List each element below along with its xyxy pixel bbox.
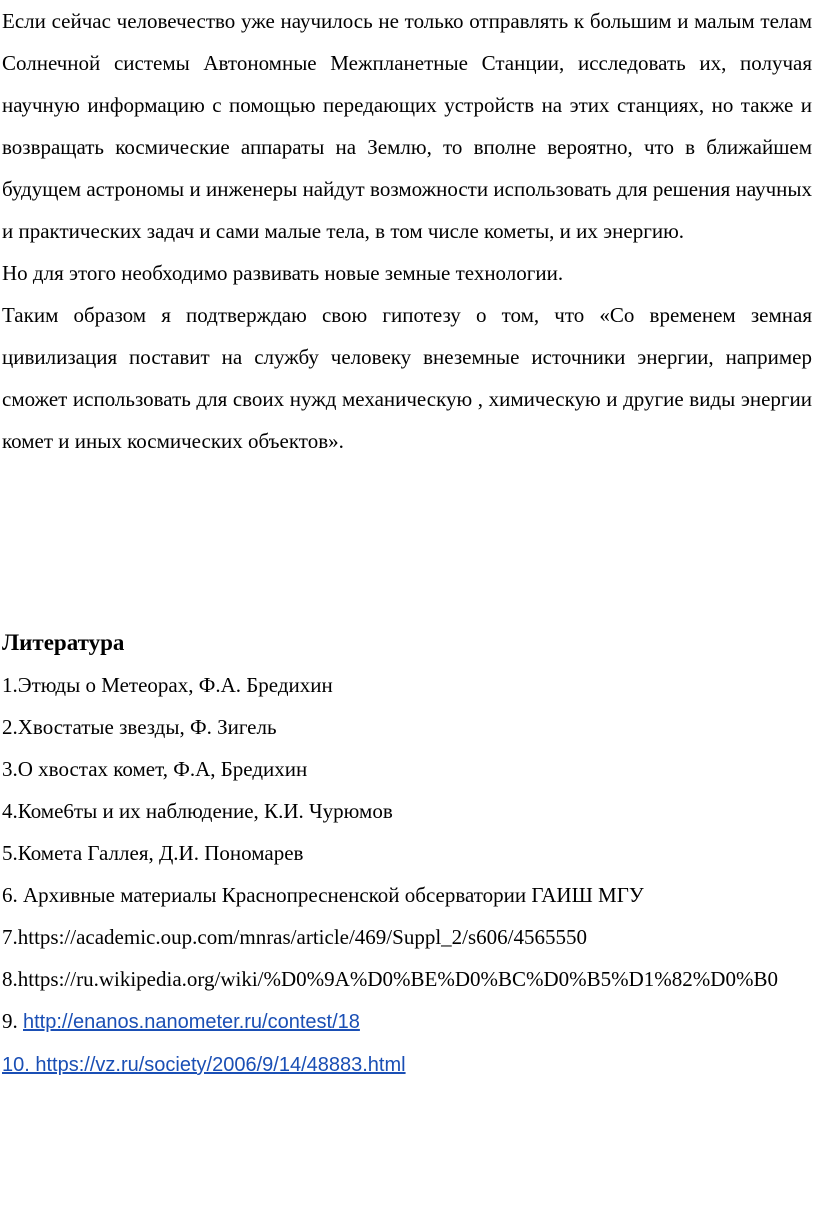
reference-item-9-number: 9.: [2, 1009, 23, 1033]
reference-item-4: 4.Коме6ты и их наблюдение, К.И. Чурюмов: [2, 799, 393, 823]
reference-item-6: 6. Архивные материалы Краснопресненской обсерватории ГАИШ МГУ: [2, 883, 644, 907]
reference-item-5: 5.Комета Галлея, Д.И. Пономарев: [2, 841, 304, 865]
reference-item-2: 2.Хвостатые звезды, Ф. Зигель: [2, 715, 277, 739]
reference-item-10: [2, 1043, 812, 1086]
reference-item-9: [2, 1000, 812, 1043]
reference-list: [2, 664, 812, 1086]
body-paragraph-2: Но для этого необходимо развивать новые земные технологии.: [2, 261, 564, 285]
reference-item-1: 1.Этюды о Метеорах, Ф.А. Бредихин: [2, 673, 333, 697]
body-paragraph-1: Если сейчас человечество уже научилось не только отправлять к большим и малым телам Солнечной системы Автономные Межпланетные Станции, исследовать их, получая научную информацию с помощью передающих устройств на этих станциях, но также и возвращать космические аппараты на Землю, то вполне вероятно, что в ближайшем будущем астрономы и инженеры найдут возможности использовать для решения научных и практических задач и сами малые тела, в том числе кометы, и их энергию.: [2, 9, 812, 243]
reference-item-7: 7.https://academic.oup.com/mnras/article/469/Suppl_2/s606/4565550: [2, 925, 587, 949]
reference-item-8: 8.https://ru.wikipedia.org/wiki/%D0%9A%D0%BE%D0%BC%D0%B5%D1%82%D0%B0: [2, 967, 778, 991]
blank-space: [2, 462, 812, 622]
reference-link-10[interactable]: 10. https://vz.ru/society/2006/9/14/48883.html: [2, 1054, 406, 1076]
body-paragraph-3: Таким образом я подтверждаю свою гипотезу о том, что «Со временем земная цивилизация поставит на службу человеку внеземные источники энергии, например сможет использовать для своих нужд механическую , химическую и другие виды энергии комет и иных космических объектов».: [2, 303, 812, 453]
reference-item-3: 3.О хвостах комет, Ф.А, Бредихин: [2, 757, 308, 781]
reference-link-9[interactable]: http://enanos.nanometer.ru/contest/18: [23, 1011, 360, 1033]
literature-heading: Литература: [2, 630, 125, 655]
